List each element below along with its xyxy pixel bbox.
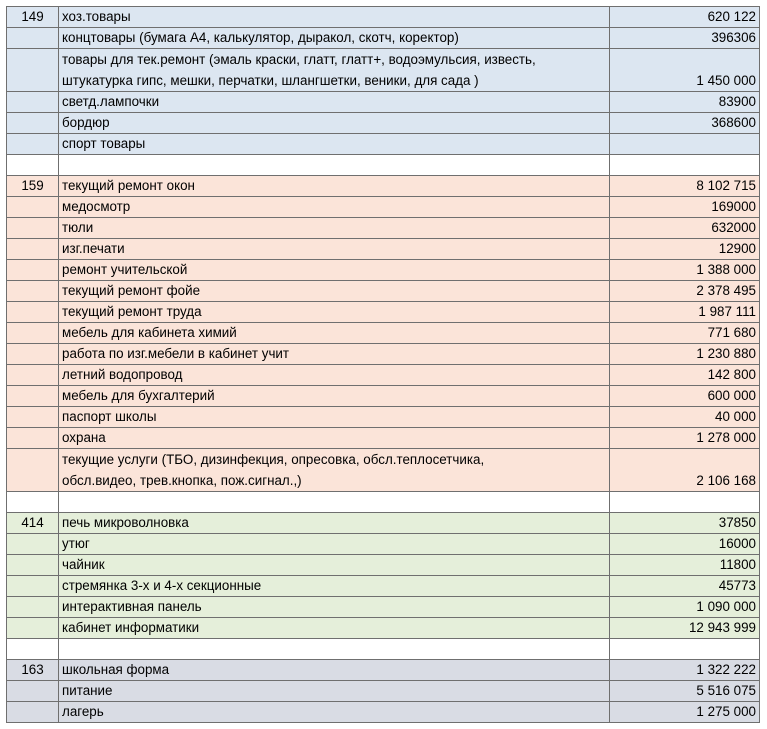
- table-row[interactable]: [7, 176, 760, 197]
- table-row[interactable]: [7, 534, 760, 555]
- expense-table: [6, 6, 760, 723]
- table-row[interactable]: [7, 660, 760, 681]
- table-row[interactable]: [7, 555, 760, 576]
- group-code-cell[interactable]: [7, 281, 59, 302]
- item-name-cell[interactable]: светд.лампочки: [59, 92, 610, 113]
- amount-cell[interactable]: 600 000: [610, 386, 760, 407]
- table-row[interactable]: [7, 407, 760, 428]
- amount-cell[interactable]: 1 388 000: [610, 260, 760, 281]
- empty-cell[interactable]: [610, 155, 760, 176]
- amount-cell[interactable]: 8 102 715: [610, 176, 760, 197]
- amount-cell[interactable]: 11800: [610, 555, 760, 576]
- amount-cell[interactable]: 40 000: [610, 407, 760, 428]
- amount-cell[interactable]: 1 230 880: [610, 344, 760, 365]
- group-code-cell[interactable]: [7, 323, 59, 344]
- empty-cell[interactable]: [7, 155, 59, 176]
- table-row[interactable]: [7, 681, 760, 702]
- amount-cell[interactable]: 5 516 075: [610, 681, 760, 702]
- item-name-cell[interactable]: школьная форма: [59, 660, 610, 681]
- item-name-cell[interactable]: медосмотр: [59, 197, 610, 218]
- table-row[interactable]: [7, 197, 760, 218]
- item-name-line: обсл.видео, трев.кнопка, пож.сигнал.,): [62, 473, 302, 488]
- item-name-cell[interactable]: паспорт школы: [59, 407, 610, 428]
- group-code-cell[interactable]: [7, 597, 59, 618]
- group-code-cell[interactable]: [7, 218, 59, 239]
- item-name-cell[interactable]: изг.печати: [59, 239, 610, 260]
- item-name-cell[interactable]: [59, 49, 610, 92]
- table-row[interactable]: [7, 260, 760, 281]
- table-row[interactable]: [7, 113, 760, 134]
- item-name-cell[interactable]: [59, 449, 610, 492]
- blank-row[interactable]: [7, 492, 760, 513]
- group-code-cell[interactable]: [7, 681, 59, 702]
- table-row[interactable]: [7, 618, 760, 639]
- item-name-cell[interactable]: текущий ремонт фойе: [59, 281, 610, 302]
- amount-cell[interactable]: 396306: [610, 28, 760, 49]
- item-name-cell[interactable]: печь микроволновка: [59, 513, 610, 534]
- group-code-cell[interactable]: [7, 239, 59, 260]
- amount-cell[interactable]: 45773: [610, 576, 760, 597]
- blank-row[interactable]: [7, 155, 760, 176]
- table-row[interactable]: [7, 428, 760, 449]
- table-row[interactable]: [7, 449, 760, 492]
- empty-cell[interactable]: [610, 639, 760, 660]
- item-name-cell[interactable]: тюли: [59, 218, 610, 239]
- table-row[interactable]: [7, 323, 760, 344]
- group-code-cell[interactable]: 163: [7, 660, 59, 681]
- item-name-cell[interactable]: хоз.товары: [59, 7, 610, 28]
- amount-cell[interactable]: 12900: [610, 239, 760, 260]
- empty-cell[interactable]: [7, 639, 59, 660]
- empty-cell[interactable]: [610, 492, 760, 513]
- group-code-cell[interactable]: [7, 134, 59, 155]
- group-code-cell[interactable]: [7, 365, 59, 386]
- table-row[interactable]: [7, 239, 760, 260]
- amount-cell[interactable]: 1 090 000: [610, 597, 760, 618]
- empty-cell[interactable]: [59, 492, 610, 513]
- table-row[interactable]: [7, 576, 760, 597]
- amount-cell[interactable]: 37850: [610, 513, 760, 534]
- item-name-line: штукатурка гипс, мешки, перчатки, шлангшетки, веники, для сада ): [62, 73, 479, 88]
- amount-cell[interactable]: 771 680: [610, 323, 760, 344]
- group-code-cell[interactable]: [7, 386, 59, 407]
- group-code-cell[interactable]: [7, 113, 59, 134]
- group-code-cell[interactable]: 159: [7, 176, 59, 197]
- item-name-cell[interactable]: текущий ремонт труда: [59, 302, 610, 323]
- table-row[interactable]: [7, 134, 760, 155]
- group-code-cell[interactable]: [7, 260, 59, 281]
- group-code-cell[interactable]: [7, 407, 59, 428]
- item-name-line: текущие услуги (ТБО, дизинфекция, опресовка, обсл.теплосетчика,: [62, 452, 485, 467]
- empty-cell[interactable]: [7, 492, 59, 513]
- group-code-cell[interactable]: [7, 449, 59, 492]
- group-code-cell[interactable]: [7, 28, 59, 49]
- item-name-cell[interactable]: кабинет информатики: [59, 618, 610, 639]
- group-code-cell[interactable]: 414: [7, 513, 59, 534]
- table-row[interactable]: [7, 92, 760, 113]
- table-row[interactable]: [7, 28, 760, 49]
- table-row[interactable]: [7, 7, 760, 28]
- amount-cell[interactable]: 368600: [610, 113, 760, 134]
- amount-cell[interactable]: 12 943 999: [610, 618, 760, 639]
- amount-cell[interactable]: 169000: [610, 197, 760, 218]
- group-code-cell[interactable]: [7, 428, 59, 449]
- spreadsheet: [6, 6, 760, 723]
- table-row[interactable]: [7, 49, 760, 92]
- item-name-cell[interactable]: питание: [59, 681, 610, 702]
- amount-cell[interactable]: 2 106 168: [610, 449, 760, 492]
- amount-cell[interactable]: 83900: [610, 92, 760, 113]
- amount-cell[interactable]: 1 987 111: [610, 302, 760, 323]
- table-row[interactable]: [7, 513, 760, 534]
- table-row[interactable]: [7, 218, 760, 239]
- item-name-line: товары для тек.ремонт (эмаль краски, глатт, глатт+, водоэмульсия, известь,: [62, 52, 536, 67]
- table-row[interactable]: [7, 386, 760, 407]
- amount-cell[interactable]: 1 278 000: [610, 428, 760, 449]
- item-name-cell[interactable]: бордюр: [59, 113, 610, 134]
- table-row[interactable]: [7, 597, 760, 618]
- table-row[interactable]: [7, 344, 760, 365]
- item-name-cell[interactable]: утюг: [59, 534, 610, 555]
- amount-cell[interactable]: 632000: [610, 218, 760, 239]
- table-row[interactable]: [7, 702, 760, 723]
- item-name-cell[interactable]: мебель для бухгалтерий: [59, 386, 610, 407]
- group-code-cell[interactable]: [7, 302, 59, 323]
- blank-row[interactable]: [7, 639, 760, 660]
- group-code-cell[interactable]: [7, 197, 59, 218]
- amount-cell[interactable]: 620 122: [610, 7, 760, 28]
- item-name-cell[interactable]: работа по изг.мебели в кабинет учит: [59, 344, 610, 365]
- item-name-cell[interactable]: чайник: [59, 555, 610, 576]
- group-code-cell[interactable]: [7, 618, 59, 639]
- item-name-cell[interactable]: концтовары (бумага А4, калькулятор, дыракол, скотч, коректор): [59, 28, 610, 49]
- item-name-cell[interactable]: стремянка 3-х и 4-х секционные: [59, 576, 610, 597]
- group-code-cell[interactable]: [7, 344, 59, 365]
- empty-cell[interactable]: [59, 639, 610, 660]
- table-row[interactable]: [7, 302, 760, 323]
- item-name-cell[interactable]: интерактивная панель: [59, 597, 610, 618]
- amount-cell[interactable]: 16000: [610, 534, 760, 555]
- group-code-cell[interactable]: [7, 702, 59, 723]
- group-code-cell[interactable]: [7, 92, 59, 113]
- amount-cell[interactable]: [610, 134, 760, 155]
- item-name-cell[interactable]: ремонт учительской: [59, 260, 610, 281]
- amount-cell[interactable]: 142 800: [610, 365, 760, 386]
- amount-cell[interactable]: 1 322 222: [610, 660, 760, 681]
- amount-cell[interactable]: 1 275 000: [610, 702, 760, 723]
- table-row[interactable]: [7, 365, 760, 386]
- group-code-cell[interactable]: 149: [7, 7, 59, 28]
- item-name-cell[interactable]: летний водопровод: [59, 365, 610, 386]
- item-name-cell[interactable]: охрана: [59, 428, 610, 449]
- amount-cell[interactable]: 2 378 495: [610, 281, 760, 302]
- amount-cell[interactable]: 1 450 000: [610, 49, 760, 92]
- group-code-cell[interactable]: [7, 555, 59, 576]
- group-code-cell[interactable]: [7, 576, 59, 597]
- table-row[interactable]: [7, 281, 760, 302]
- item-name-cell[interactable]: мебель для кабинета химий: [59, 323, 610, 344]
- item-name-cell[interactable]: лагерь: [59, 702, 610, 723]
- item-name-cell[interactable]: текущий ремонт окон: [59, 176, 610, 197]
- item-name-cell[interactable]: спорт товары: [59, 134, 610, 155]
- group-code-cell[interactable]: [7, 534, 59, 555]
- group-code-cell[interactable]: [7, 49, 59, 92]
- empty-cell[interactable]: [59, 155, 610, 176]
